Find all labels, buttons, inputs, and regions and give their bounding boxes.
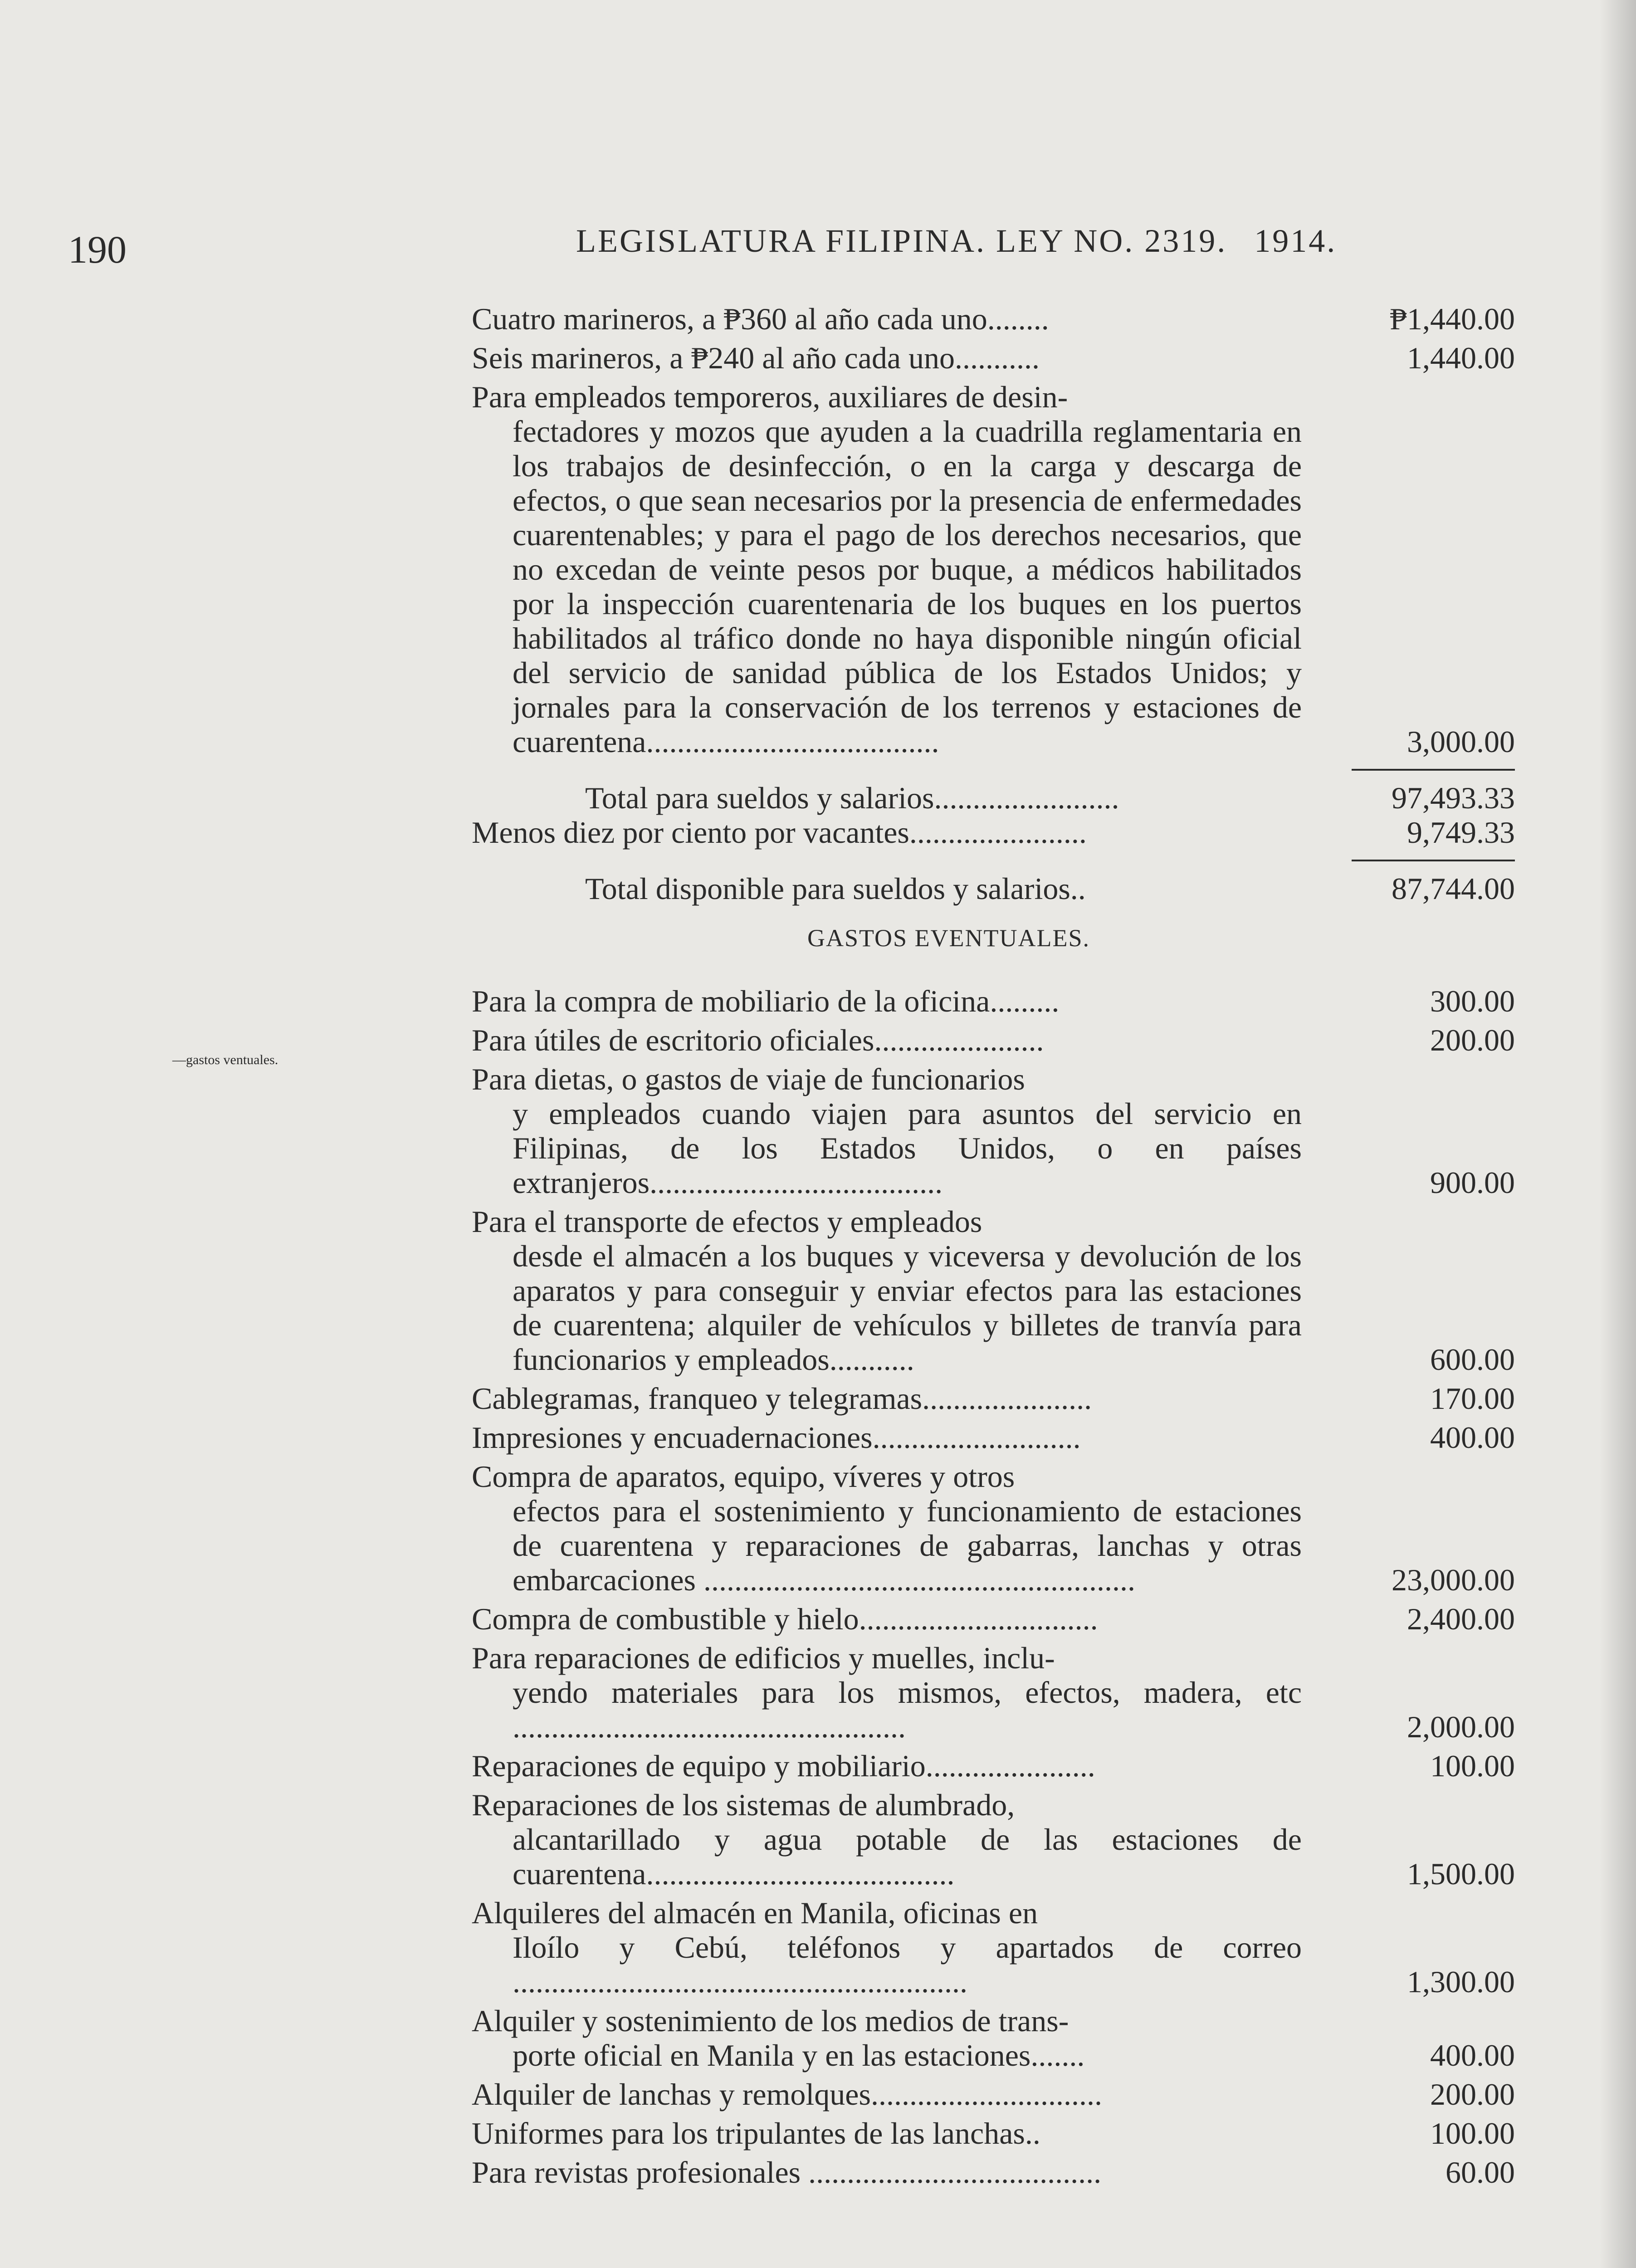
line-item-amount: 200.00	[1430, 1023, 1515, 1057]
total-available-amount: 87,744.00	[1392, 871, 1515, 906]
vacancy-deduction-amount: 9,749.33	[1407, 815, 1515, 850]
line-item-amount: 1,300.00	[1407, 1965, 1515, 1999]
line-item-description	[472, 302, 1302, 336]
salary-entries	[472, 302, 1515, 759]
line-item-amount: 400.00	[1430, 1420, 1515, 1455]
budget-line-item	[472, 1204, 1515, 1377]
line-item-amount: 600.00	[1430, 1342, 1515, 1377]
description-first-line: Reparaciones de equipo y mobiliario......................	[472, 1749, 1095, 1783]
running-head-year: 1914.	[1254, 223, 1337, 259]
description-first-line: Impresiones y encuadernaciones...........................	[472, 1420, 1081, 1455]
line-item-amount: 200.00	[1430, 2077, 1515, 2112]
description-first-line: Cuatro marineros, a ₱360 al año cada uno........	[472, 302, 1049, 336]
description-continuation: desde el almacén a los buques y viceversa y devolución de los aparatos y para conseguir y enviar efectos para las estaciones de cuarentena; alquiler de vehículos y billetes de tranvía para funcionarios y empleados...........	[513, 1239, 1302, 1377]
line-item-description	[472, 1023, 1302, 1057]
total-salaries-row	[472, 781, 1515, 815]
line-item-description	[472, 341, 1302, 375]
line-item-description	[472, 1204, 1302, 1377]
description-first-line: Compra de aparatos, equipo, víveres y otros	[472, 1459, 1015, 1494]
description-continuation: Iloílo y Cebú, teléfonos y apartados de correo ...........................................................	[513, 1930, 1302, 1999]
budget-line-item	[472, 2004, 1515, 2072]
description-first-line: Para útiles de escritorio oficiales......................	[472, 1023, 1044, 1057]
line-item-amount: 170.00	[1430, 1381, 1515, 1416]
line-item-amount: 23,000.00	[1392, 1563, 1515, 1597]
sum-rule	[1352, 769, 1515, 771]
line-item-amount: ₱1,440.00	[1390, 302, 1515, 336]
budget-line-item	[472, 984, 1515, 1018]
budget-line-item	[472, 2077, 1515, 2112]
line-item-amount: 2,000.00	[1407, 1710, 1515, 1744]
budget-line-item	[472, 1023, 1515, 1057]
description-continuation: yendo materiales para los mismos, efectos, madera, etc ...................................................	[513, 1675, 1302, 1744]
line-item-description	[472, 1420, 1302, 1455]
line-item-description	[472, 984, 1302, 1018]
total-available-row	[472, 871, 1515, 906]
total-salaries-amount: 97,493.33	[1392, 781, 1515, 815]
line-item-description	[472, 2155, 1302, 2190]
description-first-line: Para dietas, o gastos de viaje de funcionarios	[472, 1062, 1025, 1096]
budget-line-item	[472, 380, 1515, 759]
budget-line-item	[472, 2155, 1515, 2190]
budget-line-item	[472, 302, 1515, 336]
description-first-line: Para empleados temporeros, auxiliares de desin-	[472, 380, 1068, 414]
description-first-line: Reparaciones de los sistemas de alumbrado,	[472, 1788, 1015, 1822]
line-item-description	[472, 380, 1302, 759]
description-continuation: efectos para el sostenimiento y funcionamiento de estaciones de cuarentena y reparaciones de gabarras, lanchas y otras embarcaciones ........................................................	[513, 1494, 1302, 1597]
budget-line-item	[472, 1749, 1515, 1783]
page-number: 190	[68, 228, 127, 271]
scan-edge-shadow	[1600, 0, 1636, 2268]
description-first-line: Para la compra de mobiliario de la oficina.........	[472, 984, 1060, 1018]
running-head-title: LEGISLATURA FILIPINA. LEY NO. 2319.	[576, 223, 1227, 259]
line-item-amount: 1,500.00	[1407, 1857, 1515, 1891]
line-item-amount: 2,400.00	[1407, 1602, 1515, 1636]
budget-line-item	[472, 1459, 1515, 1597]
line-item-amount: 400.00	[1430, 2038, 1515, 2072]
line-item-description	[472, 2004, 1302, 2072]
total-available-label: Total disponible para sueldos y salarios..	[585, 871, 1086, 906]
line-item-amount: 3,000.00	[1407, 724, 1515, 759]
sum-rule	[1352, 860, 1515, 861]
eventual-expense-entries	[472, 984, 1515, 2190]
budget-line-item	[472, 1641, 1515, 1744]
line-item-description	[472, 1062, 1302, 1200]
description-first-line: Cablegramas, franqueo y telegramas......................	[472, 1381, 1092, 1416]
description-continuation: y empleados cuando viajen para asuntos del servicio en Filipinas, de los Estados Unidos, o en países extranjeros......................................	[513, 1096, 1302, 1200]
description-continuation: fectadores y mozos que ayuden a la cuadrilla reglamentaria en los trabajos de desinfección, o en la carga y descarga de efectos, o que sean necesarios por la presencia de enfermedades cuarentenables; y para el pago de los derechos necesarios, que no excedan de veinte pesos por buque, a médicos habilitados por la inspección cuarentenaria de los buques en los puertos habilitados al tráfico donde no haya disponible ningún oficial del servicio de sanidad pública de los Estados Unidos; y jornales para la conservación de los terrenos y estaciones de cuarentena......................................	[513, 414, 1302, 759]
line-item-description	[472, 2077, 1302, 2112]
line-item-amount: 300.00	[1430, 984, 1515, 1018]
description-first-line: Para reparaciones de edificios y muelles, inclu-	[472, 1641, 1055, 1675]
line-item-amount: 1,440.00	[1407, 341, 1515, 375]
budget-line-item	[472, 1062, 1515, 1200]
line-item-amount: 900.00	[1430, 1165, 1515, 1200]
line-item-description	[472, 1602, 1302, 1636]
description-first-line: Para revistas profesionales ......................................	[472, 2155, 1102, 2190]
margin-note: —gastos ventuales.	[172, 1052, 278, 1067]
budget-content	[472, 302, 1515, 2190]
description-first-line: Alquileres del almacén en Manila, oficinas en	[472, 1896, 1038, 1930]
line-item-amount: 60.00	[1446, 2155, 1515, 2190]
line-item-description	[472, 1749, 1302, 1783]
line-item-description	[472, 1896, 1302, 1999]
line-item-description	[472, 1788, 1302, 1891]
vacancy-deduction-row	[472, 815, 1515, 850]
line-item-description	[472, 1381, 1302, 1416]
vacancy-deduction-label: Menos diez por ciento por vacantes.......................	[472, 815, 1087, 850]
line-item-description	[472, 1459, 1302, 1597]
line-item-description	[472, 1641, 1302, 1744]
description-first-line: Uniformes para los tripulantes de las lanchas..	[472, 2116, 1040, 2151]
description-continuation: alcantarillado y agua potable de las estaciones de cuarentena........................................	[513, 1822, 1302, 1891]
description-first-line: Alquiler y sostenimiento de los medios de trans-	[472, 2004, 1069, 2038]
description-first-line: Seis marineros, a ₱240 al año cada uno...........	[472, 341, 1040, 375]
budget-line-item	[472, 1602, 1515, 1636]
description-first-line: Compra de combustible y hielo...............................	[472, 1602, 1098, 1636]
line-item-description	[472, 2116, 1302, 2151]
description-first-line: Alquiler de lanchas y remolques..............................	[472, 2077, 1102, 2112]
budget-line-item	[472, 2116, 1515, 2151]
section-heading: GASTOS EVENTUALES.	[807, 924, 1090, 952]
budget-line-item	[472, 1381, 1515, 1416]
running-head	[576, 222, 1337, 260]
description-continuation: porte oficial en Manila y en las estaciones.......	[513, 2038, 1085, 2072]
budget-line-item	[472, 1896, 1515, 1999]
total-salaries-label: Total para sueldos y salarios........................	[585, 781, 1119, 815]
line-item-amount: 100.00	[1430, 1749, 1515, 1783]
description-first-line: Para el transporte de efectos y empleados	[472, 1204, 982, 1239]
budget-line-item	[472, 1420, 1515, 1455]
budget-line-item	[472, 1788, 1515, 1891]
budget-line-item	[472, 341, 1515, 375]
line-item-amount: 100.00	[1430, 2116, 1515, 2151]
